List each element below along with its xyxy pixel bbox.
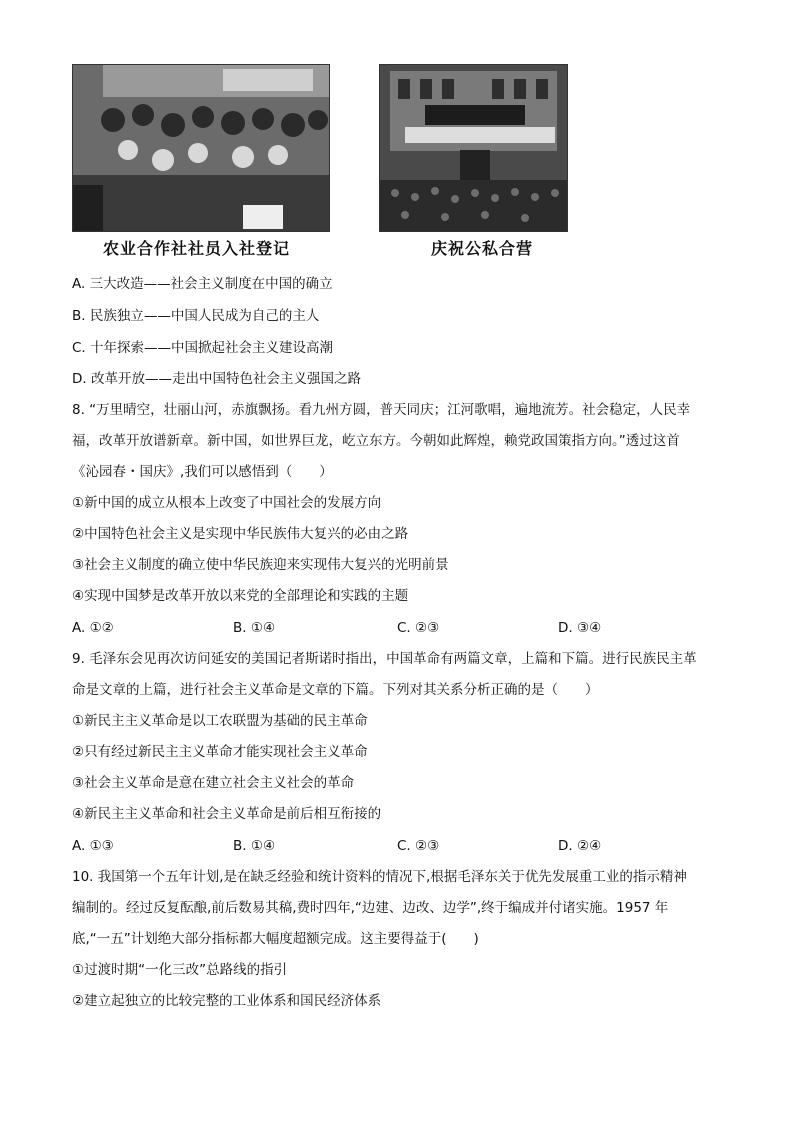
q9-item: ①新民主主义革命是以工农联盟为基础的民主革命: [72, 713, 368, 729]
q10-stem-line: 底,“一五”计划绝大部分指标都大幅度超额完成。这主要得益于( ): [72, 931, 479, 947]
q8-item: ④实现中国梦是改革开放以来党的全部理论和实践的主题: [72, 588, 409, 604]
public-private-celebration-photo: [379, 64, 568, 232]
q8-item: ③社会主义制度的确立使中华民族迎来实现伟大复兴的光明前景: [72, 557, 449, 573]
q7-option-b: B. 民族独立——中国人民成为自己的主人: [72, 308, 320, 324]
q8-item: ①新中国的成立从根本上改变了中国社会的发展方向: [72, 495, 382, 511]
right-photo-caption: 庆祝公私合营: [431, 239, 534, 258]
cooperative-registration-photo: [72, 64, 330, 232]
q9-item: ②只有经过新民主主义革命才能实现社会主义革命: [72, 744, 368, 760]
q8-choice-d[interactable]: D. ③④: [558, 620, 602, 636]
q10-item: ①过渡时期“一化三改”总路线的指引: [72, 962, 288, 978]
q8-stem-line: 福，改革开放谱新章。新中国，如世界巨龙，屹立东方。今朝如此辉煌，赖党政国策指方向。”透过这首: [72, 433, 680, 449]
q8-choice-c[interactable]: C. ②③: [397, 620, 440, 636]
q9-item: ③社会主义革命是意在建立社会主义社会的革命: [72, 775, 355, 791]
q10-item: ②建立起独立的比较完整的工业体系和国民经济体系: [72, 993, 382, 1009]
q8-choice-a[interactable]: A. ①②: [72, 620, 114, 636]
q8-choice-b[interactable]: B. ①④: [233, 620, 276, 636]
q9-stem-line: 9. 毛泽东会见再次访问延安的美国记者斯诺时指出，中国革命有两篇文章，上篇和下篇。进行民族民主革: [72, 651, 697, 667]
q7-option-d: D. 改革开放——走出中国特色社会主义强国之路: [72, 371, 361, 387]
q9-choice-c[interactable]: C. ②③: [397, 838, 440, 854]
q9-choice-d[interactable]: D. ②④: [558, 838, 602, 854]
q10-stem-line: 10. 我国第一个五年计划,是在缺乏经验和统计资料的情况下,根据毛泽东关于优先发展重工业的指示精神: [72, 869, 687, 885]
q8-stem-line: 《沁园春・国庆》,我们可以感悟到（ ）: [72, 464, 333, 480]
q8-stem-line: 8. “万里晴空，壮丽山河，赤旗飘扬。看九州方圆，普天同庆；江河歌唱，遍地流芳。社会稳定，人民幸: [72, 402, 691, 418]
q9-stem-line: 命是文章的上篇，进行社会主义革命是文章的下篇。下列对其关系分析正确的是（ ）: [72, 682, 599, 698]
q8-item: ②中国特色社会主义是实现中华民族伟大复兴的必由之路: [72, 526, 409, 542]
q9-choice-b[interactable]: B. ①④: [233, 838, 276, 854]
q7-option-c: C. 十年探索——中国掀起社会主义建设高潮: [72, 340, 334, 356]
left-photo-caption: 农业合作社社员入社登记: [103, 239, 291, 258]
q9-choice-a[interactable]: A. ①③: [72, 838, 114, 854]
q10-stem-line: 编制的。经过反复酝酿,前后数易其稿,费时四年,“边建、边改、边学”,终于编成并付诸实施。1957 年: [72, 900, 669, 916]
q9-item: ④新民主主义革命和社会主义革命是前后相互衔接的: [72, 806, 382, 822]
q7-option-a: A. 三大改造——社会主义制度在中国的确立: [72, 276, 333, 292]
